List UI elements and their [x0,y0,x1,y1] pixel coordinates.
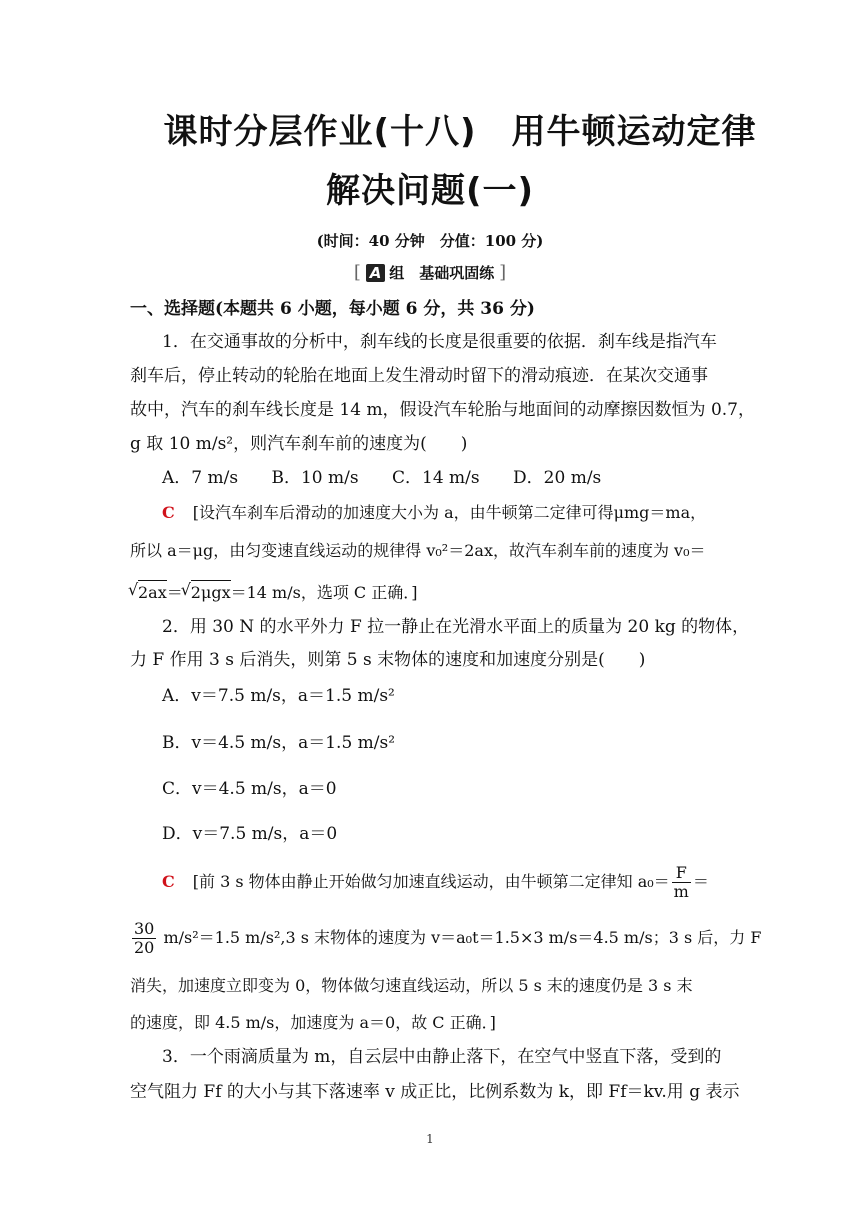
bracket-right: ] [499,262,507,283]
q2-explanation-line-1 [162,864,772,901]
q1-line-2: 刹车后，停止转动的轮胎在地面上发生滑动时留下的滑动痕迹．在某次交通事 [130,366,708,386]
q1-option-a: A．7 m/s [162,468,239,488]
q2-line-1: 2．用 30 N 的水平外力 F 拉一静止在光滑水平面上的质量为 20 kg 的物体， [162,617,750,637]
q2-explanation-text-1: [前 3 s 物体由静止开始做匀加速直线运动，由牛顿第二定律知 a₀＝ [192,872,670,891]
q2-line-2: 力 F 作用 3 s 后消失，则第 5 s 末物体的速度和加速度分别是( ) [130,650,646,670]
group-header [0,262,860,283]
fraction-30-over-20 [132,920,156,957]
fraction-denominator: m [673,882,689,901]
q1-explanation-line-3 [130,580,740,605]
q1-explanation-tail: ＝14 m/s，选项 C 正确．] [230,583,418,602]
sqrt-2ax: √ 2ax [138,580,167,605]
q1-equals: ＝ [166,583,183,602]
fraction-denominator: 20 [134,938,155,957]
q2-option-a: A．v＝7.5 m/s，a＝1.5 m/s² [162,686,395,706]
q2-option-b: B．v＝4.5 m/s，a＝1.5 m/s² [162,733,396,753]
title-line-1: 课时分层作业(十八) 用牛顿运动定律 [163,112,757,152]
sqrt-2ugx: √ 2μgx [191,580,231,605]
q1-explanation-text-1: [设汽车刹车后滑动的加速度大小为 a，由牛顿第二定律可得μmg＝ma， [192,503,707,522]
fraction-f-over-m [672,864,691,901]
q1-option-c: C．14 m/s [392,468,480,488]
q1-line-3: 故中，汽车的刹车线长度是 14 m，假设汽车轮胎与地面间的动摩擦因数恒为 0.7， [130,400,755,420]
group-badge: A [366,264,386,282]
fraction-numerator: F [672,864,691,883]
q2-explanation-line-2 [130,919,762,957]
page-number: 1 [426,1132,434,1146]
q3-line-2: 空气阻力 Ff 的大小与其下落速率 v 成正比，比例系数为 k，即 Ff＝kv.用 g 表示 [130,1082,740,1102]
bracket-left: [ [353,262,361,283]
q1-line-4: g 取 10 m/s²，则汽车刹车前的速度为( ) [130,434,468,454]
q2-equals: ＝ [692,872,709,891]
q2-answer: C [162,872,175,891]
title-line-2: 解决问题(一) [325,171,535,211]
q2-explanation-line-4: 的速度，即 4.5 m/s，加速度为 a＝0，故 C 正确．] [130,1013,496,1032]
q1-option-b: B．10 m/s [271,468,359,488]
q1-line-1: 1．在交通事故的分析中，刹车线的长度是很重要的依据．刹车线是指汽车 [162,332,717,352]
q2-explanation-line-3: 消失，加速度立即变为 0，物体做匀速直线运动，所以 5 s 末的速度仍是 3 s 末 [130,976,693,995]
fraction-numerator: 30 [134,919,155,938]
time-score-info: (时间：40 分钟 分值：100 分) [316,232,544,250]
q3-line-1: 3．一个雨滴质量为 m，自云层中由静止落下，在空气中竖直下落，受到的 [162,1047,722,1067]
q1-explanation-line-2: 所以 a＝μg，由匀变速直线运动的规律得 v₀²＝2ax，故汽车刹车前的速度为 v₀＝ [130,541,706,560]
q2-option-d: D．v＝7.5 m/s，a＝0 [162,824,338,844]
q1-option-d: D．20 m/s [513,468,602,488]
q2-explanation-text-2: m/s²＝1.5 m/s²,3 s 末物体的速度为 v＝a₀t＝1.5×3 m/s＝4.5 m/s；3 s 后，力 F [158,928,762,947]
q2-option-c: C．v＝4.5 m/s，a＝0 [162,779,337,799]
q1-options [162,466,772,490]
q1-explanation-line-1 [162,501,772,525]
q1-answer: C [162,503,175,522]
section-heading: 一、选择题(本题共 6 小题，每小题 6 分，共 36 分) [130,299,535,319]
group-label: 组 基础巩固练 [389,264,495,282]
